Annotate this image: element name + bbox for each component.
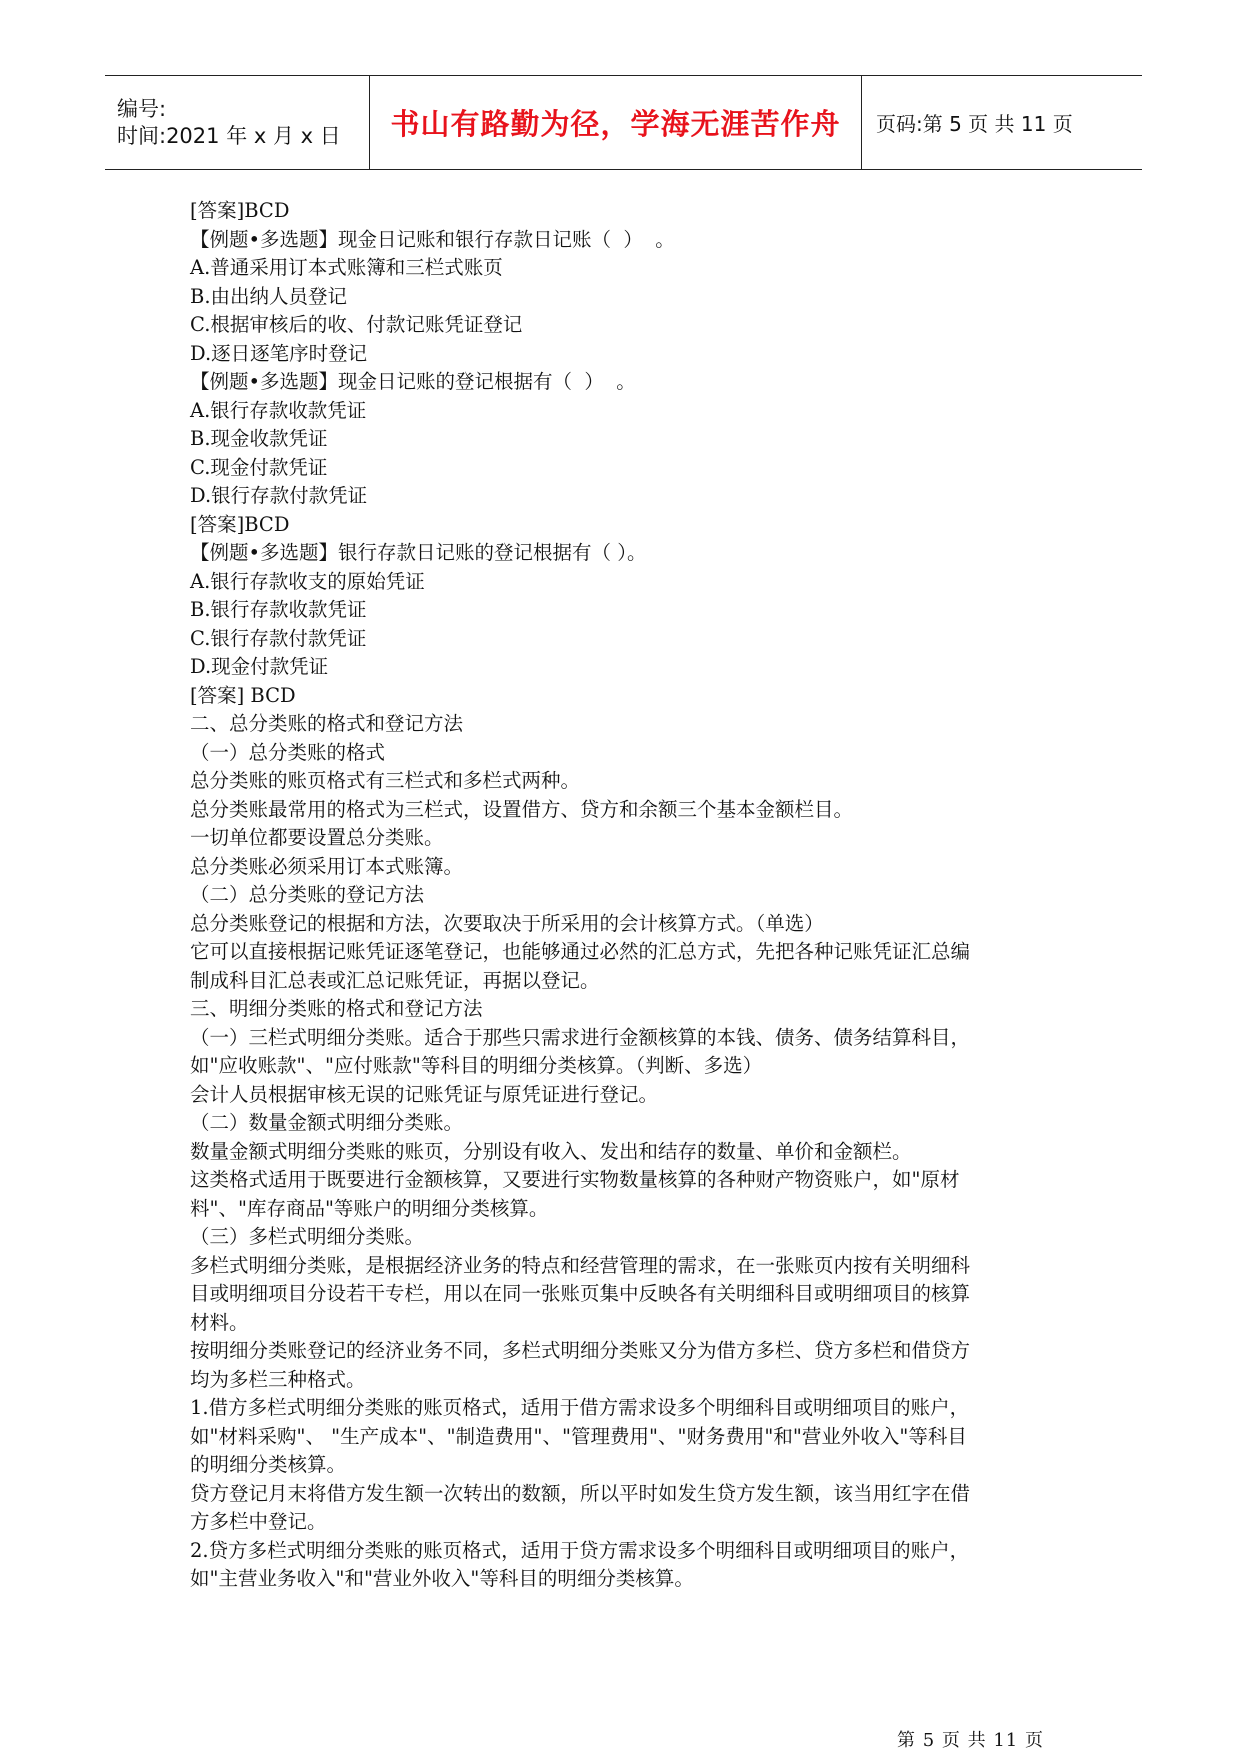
body-line: 料"、"库存商品"等账户的明细分类核算。 bbox=[190, 1196, 549, 1220]
body-line: C.现金付款凭证 bbox=[190, 455, 328, 479]
body-line: A.银行存款收款凭证 bbox=[190, 398, 367, 422]
body-line: 1.借方多栏式明细分类账的账页格式，适用于借方需求设多个明细科目或明细项目的账户， bbox=[190, 1396, 970, 1419]
body-line: C.银行存款付款凭证 bbox=[190, 626, 367, 650]
body-line: 总分类账最常用的格式为三栏式，设置借方、贷方和余额三个基本金额栏目。 bbox=[190, 797, 854, 821]
page-footer: 第 5 页 共 11 页 bbox=[897, 1730, 1044, 1751]
body-line: [答案]BCD bbox=[190, 512, 290, 536]
body-line: （二）总分类账的登记方法 bbox=[190, 883, 425, 906]
body-line: D.银行存款付款凭证 bbox=[190, 484, 368, 507]
body-line: 总分类账登记的根据和方法，次要取决于所采用的会计核算方式。（单选） bbox=[190, 911, 824, 935]
body-line: 数量金额式明细分类账的账页，分别设有收入、发出和结存的数量、单价和金额栏。 bbox=[190, 1139, 912, 1163]
body-line: 均为多栏三种格式。 bbox=[190, 1367, 366, 1391]
page-info: 页码:第 5 页 共 11 页 bbox=[876, 112, 1073, 136]
number-label: 编号: bbox=[117, 96, 167, 121]
motto-text: 书山有路勤为径，学海无涯苦作舟 bbox=[390, 107, 841, 141]
header-meta bbox=[105, 76, 370, 169]
body-line: 多栏式明细分类账，是根据经济业务的特点和经营管理的需求，在一张账页内按有关明细科 bbox=[190, 1253, 971, 1277]
body-line: 会计人员根据审核无误的记账凭证与原凭证进行登记。 bbox=[190, 1082, 659, 1106]
body-line: 一切单位都要设置总分类账。 bbox=[190, 826, 444, 849]
body-line: 2.贷方多栏式明细分类账的账页格式，适用于贷方需求设多个明细科目或明细项目的账户， bbox=[190, 1538, 970, 1562]
body-line: D.逐日逐笔序时登记 bbox=[190, 341, 368, 365]
body-line: 三、明细分类账的格式和登记方法 bbox=[190, 997, 483, 1020]
body-line: A.银行存款收支的原始凭证 bbox=[190, 569, 425, 593]
body-line: B.由出纳人员登记 bbox=[190, 284, 348, 308]
document-body bbox=[190, 197, 1070, 1594]
body-line: （三）多栏式明细分类账。 bbox=[190, 1225, 425, 1248]
body-line: C.根据审核后的收、付款记账凭证登记 bbox=[190, 313, 523, 336]
body-line: [答案]BCD bbox=[190, 199, 290, 222]
body-line: 贷方登记月末将借方发生额一次转出的数额，所以平时如发生贷方发生额，该当用红字在借 bbox=[190, 1481, 971, 1505]
body-line: 按明细分类账登记的经济业务不同，多栏式明细分类账又分为借方多栏、贷方多栏和借贷方 bbox=[190, 1339, 971, 1362]
body-line: B.现金收款凭证 bbox=[190, 427, 328, 450]
body-line: （一）三栏式明细分类账。适合于那些只需求进行金额核算的本钱、债务、债务结算科目， bbox=[190, 1025, 971, 1049]
body-line: 这类格式适用于既要进行金额核算，又要进行实物数量核算的各种财产物资账户，如"原材 bbox=[190, 1168, 960, 1191]
body-line: 制成科目汇总表或汇总记账凭证，再据以登记。 bbox=[190, 968, 600, 992]
body-line: 二、总分类账的格式和登记方法 bbox=[190, 712, 464, 735]
body-line: A.普通采用订本式账簿和三栏式账页 bbox=[190, 256, 503, 279]
body-line: 【例题•多选题】银行存款日记账的登记根据有（ ）。 bbox=[190, 541, 647, 564]
body-line: D.现金付款凭证 bbox=[190, 655, 329, 678]
body-line: 的明细分类核算。 bbox=[190, 1453, 347, 1476]
header-page-cell bbox=[862, 76, 1142, 169]
time-label: 时间:2021 年 x 月 x 日 bbox=[117, 123, 341, 148]
body-line: 目或明细项目分设若干专栏，用以在同一张账页集中反映各有关明细科目或明细项目的核算 bbox=[190, 1282, 971, 1305]
body-line: 【例题•多选题】现金日记账和银行存款日记账（ ） 。 bbox=[190, 227, 675, 251]
body-line: 【例题•多选题】现金日记账的登记根据有（ ） 。 bbox=[190, 370, 636, 393]
body-line: 如"主营业务收入"和"营业外收入"等科目的明细分类核算。 bbox=[190, 1567, 694, 1590]
body-line: 材料。 bbox=[190, 1310, 249, 1334]
body-line: 它可以直接根据记账凭证逐笔登记，也能够通过必然的汇总方式，先把各种记账凭证汇总编 bbox=[190, 940, 971, 963]
document-header bbox=[105, 75, 1142, 170]
body-line: 方多栏中登记。 bbox=[190, 1510, 327, 1533]
header-motto-cell bbox=[370, 76, 862, 169]
body-line: （二）数量金额式明细分类账。 bbox=[190, 1111, 464, 1134]
body-line: 总分类账的账页格式有三栏式和多栏式两种。 bbox=[190, 769, 581, 792]
body-line: （一）总分类账的格式 bbox=[190, 740, 386, 764]
body-line: 如"应收账款"、"应付账款"等科目的明细分类核算。（判断、多选） bbox=[190, 1054, 763, 1077]
body-line: B.银行存款收款凭证 bbox=[190, 598, 367, 621]
body-line: 如"材料采购"、 "生产成本"、"制造费用"、"管理费用"、"财务费用"和"营业外收入"等科目 bbox=[190, 1424, 967, 1448]
body-line: [答案] BCD bbox=[190, 683, 296, 707]
body-line: 总分类账必须采用订本式账簿。 bbox=[190, 854, 464, 878]
